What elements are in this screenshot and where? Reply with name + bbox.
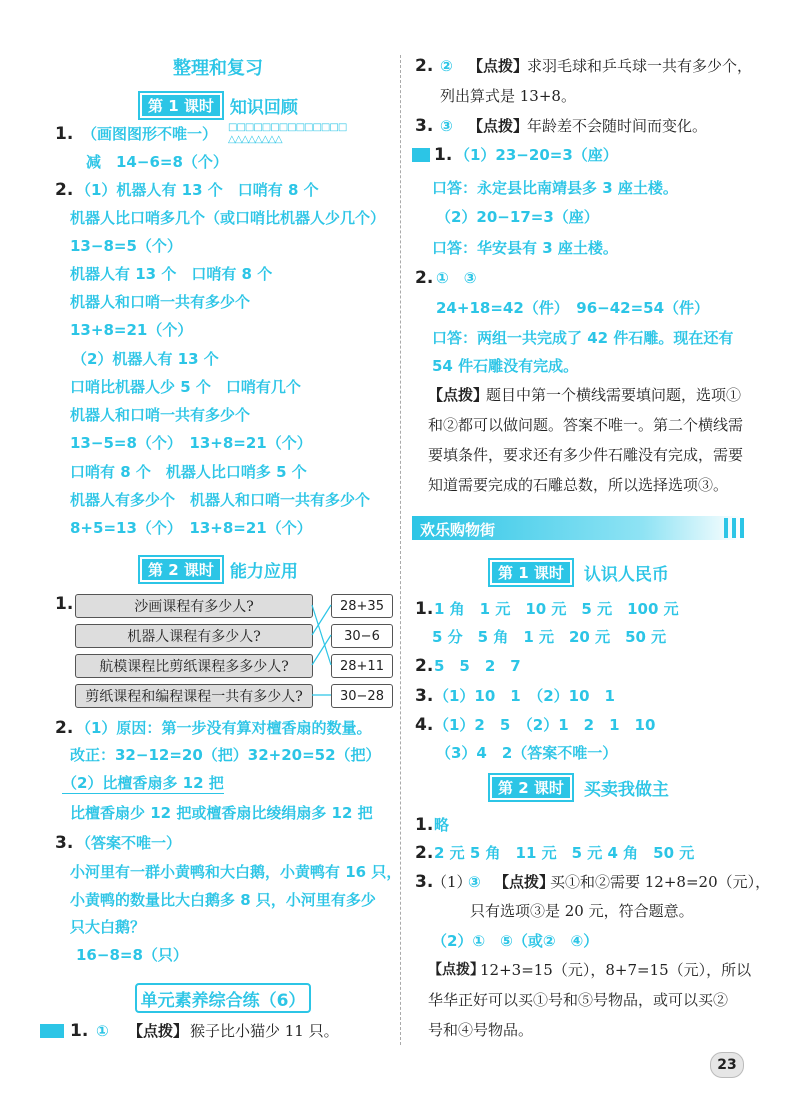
hint-text: 只有选项③是 20 元，符合题意。	[470, 902, 694, 920]
question-number: 3.	[415, 116, 434, 136]
answer-line: 减 14−6=8（个）	[86, 153, 228, 171]
choice: ①	[96, 1022, 109, 1040]
lesson-tag: 第 2 课时	[138, 555, 224, 584]
hint-text: 题目中第一个横线需要填问题，选项①	[486, 386, 742, 404]
hint-text: 列出算式是 13+8。	[440, 87, 576, 105]
unit-practice-heading: 单元素养综合练（6）	[135, 983, 311, 1013]
banner-stripe	[732, 518, 736, 538]
answer-line: （1）原因：第一步没有算对檀香扇的数量。	[76, 719, 372, 737]
answer-line: （2）① ⑤（或② ④）	[432, 932, 599, 950]
match-lines	[0, 0, 400, 720]
answer-line: 机器人和口哨一共有多少个	[70, 406, 251, 424]
question-number: 1.	[55, 124, 74, 144]
banner-stripe	[724, 518, 728, 538]
match-answer: 30−28	[331, 684, 393, 708]
answer-line: （2）20−17=3（座）	[436, 208, 599, 226]
hint-text: 求羽毛球和乒乓球一共有多少个，	[527, 57, 753, 75]
answer-line: （1）2 5 （2）1 2 1 10	[434, 716, 656, 734]
hint-text: 知道需要完成的石雕总数，所以选择选项③。	[428, 476, 729, 494]
question-number: 2.	[415, 843, 434, 863]
part-prefix: （1）	[432, 873, 472, 891]
choice: ① ③	[436, 269, 477, 287]
match-question: 沙画课程有多少人?	[75, 594, 313, 618]
answer-line: （1）机器人有 13 个 口哨有 8 个	[76, 181, 319, 199]
lesson-tag: 第 1 课时	[488, 558, 574, 587]
answer-line: 机器人比口哨多几个（或口哨比机器人少几个）	[70, 209, 386, 227]
answer-line: 13+8=21（个）	[70, 321, 193, 339]
answer-line: 5 5 2 7	[434, 657, 521, 675]
hint-label: 【点拨】	[494, 873, 555, 891]
answer-line: 13−8=5（个）	[70, 237, 182, 255]
answer-line: （1）23−20=3（座）	[455, 146, 618, 164]
hint-text: 买①和②需要 12+8=20（元），	[550, 873, 771, 891]
question-number: 1.	[55, 594, 74, 614]
answer-line: 1 角 1 元 10 元 5 元 100 元	[434, 600, 679, 618]
choice: ③	[468, 873, 481, 891]
answer-line: 口哨有 8 个 机器人比口哨多 5 个	[70, 463, 307, 481]
square-shapes: □□□□□□□□□□□□□□	[228, 122, 347, 133]
answer-note: （答案不唯一）	[76, 834, 182, 852]
question-number: 1.	[434, 145, 453, 165]
triangle-shapes: △△△△△△△△	[228, 134, 282, 145]
column-divider	[400, 55, 401, 1045]
question-number: 3.	[415, 686, 434, 706]
question-number: 2.	[415, 656, 434, 676]
answer-line: 机器人有多少个 机器人和口哨一共有多少个	[70, 491, 371, 509]
page-number: 23	[710, 1052, 744, 1078]
match-answer: 30−6	[331, 624, 393, 648]
answer-line: 小黄鸭的数量比大白鹅多 8 只，小河里有多少	[70, 891, 376, 909]
banner-stripe	[740, 518, 744, 538]
answer-note: （画图图形不唯一）	[82, 125, 218, 143]
answer-line: 口哨比机器人少 5 个 口哨有几个	[70, 378, 301, 396]
lesson-heading-3	[488, 559, 669, 585]
section-title: 整理和复习	[173, 58, 263, 79]
answer-line: （2）机器人有 13 个	[72, 350, 219, 368]
unit-banner	[412, 516, 742, 540]
question-number: 1.	[415, 599, 434, 619]
answer-line: 口答：华安县有 3 座土楼。	[432, 239, 618, 257]
lesson-heading-4	[488, 774, 669, 800]
hint-text: 猴子比小猫少 11 只。	[190, 1022, 339, 1040]
answer-line: 5 分 5 角 1 元 20 元 50 元	[432, 628, 667, 646]
hint-label: 【点拨】	[428, 386, 489, 404]
question-number: 3.	[415, 872, 434, 892]
match-question: 航模课程比剪纸课程多多少人?	[75, 654, 313, 678]
answer-line: 改正：32−12=20（把）32+20=52（把）	[70, 746, 381, 764]
hint-text: 12+3=15（元），8+7=15（元），所以	[480, 961, 752, 979]
answer-line: （2）比檀香扇多 12 把	[62, 774, 224, 792]
lesson-tag: 第 1 课时	[138, 91, 224, 120]
hint-label: 【点拨】	[468, 117, 529, 135]
answer-line: 口答：两组一共完成了 42 件石雕。现在还有	[432, 329, 734, 347]
choice: ②	[440, 57, 453, 75]
answer-line: （1）10 1 （2）10 1	[434, 687, 615, 705]
match-question: 剪纸课程和编程课程一共有多少人?	[75, 684, 313, 708]
answer-line: 24+18=42（件） 96−42=54（件）	[436, 299, 710, 317]
answer-line: （3）4 2（答案不唯一）	[436, 744, 618, 762]
hint-text: 和②都可以做问题。答案不唯一。第二个横线需	[428, 416, 744, 434]
match-answer: 28+35	[331, 594, 393, 618]
question-number: 2.	[55, 718, 74, 738]
unit-banner-title: 欢乐购物街	[420, 521, 496, 539]
answer-line: 小河里有一群小黄鸭和大白鹅，小黄鸭有 16 只，	[70, 863, 402, 881]
answer-line: 54 件石雕没有完成。	[432, 357, 579, 375]
lesson-title: 认识人民币	[583, 564, 669, 585]
lesson-title: 买卖我做主	[583, 779, 669, 800]
hint-text: 要填条件，要求还有多少件石雕没有完成，需要	[428, 446, 744, 464]
question-number: 3.	[55, 833, 74, 853]
hint-label: 【点拨】	[428, 962, 484, 978]
match-answer: 28+11	[331, 654, 393, 678]
answer-line: 口答：永定县比南靖县多 3 座土楼。	[432, 179, 678, 197]
hint-text: 号和④号物品。	[428, 1021, 534, 1039]
hint-text: 华华正好可以买①号和⑤号物品，或可以买②	[428, 991, 729, 1009]
section-one-badge	[40, 1024, 64, 1038]
answer-line: 比檀香扇少 12 把或檀香扇比绫绢扇多 12 把	[70, 804, 373, 822]
answer-line: 机器人和口哨一共有多少个	[70, 293, 251, 311]
hint-label: 【点拨】	[468, 57, 529, 75]
section-two-badge	[412, 148, 430, 162]
answer-line: 8+5=13（个） 13+8=21（个）	[70, 519, 312, 537]
lesson-tag: 第 2 课时	[488, 773, 574, 802]
answer-line: 2 元 5 角 11 元 5 元 4 角 50 元	[434, 844, 695, 862]
question-number: 4.	[415, 715, 434, 735]
question-number: 2.	[415, 56, 434, 76]
hint-label: 【点拨】	[128, 1022, 189, 1040]
question-number: 2.	[415, 268, 434, 288]
choice: ③	[440, 117, 453, 135]
answer-line: 13−5=8（个） 13+8=21（个）	[70, 434, 312, 452]
match-question: 机器人课程有多少人?	[75, 624, 313, 648]
lesson-title: 知识回顾	[229, 97, 298, 118]
question-number: 1.	[70, 1021, 89, 1041]
hint-text: 年龄差不会随时间而变化。	[527, 117, 708, 135]
question-number: 1.	[415, 815, 434, 835]
answer-line: 略	[434, 816, 450, 834]
lesson-title: 能力应用	[229, 561, 298, 582]
answer-line: 只大白鹅？	[70, 918, 146, 936]
answer-line: 16−8=8（只）	[76, 946, 188, 964]
question-number: 2.	[55, 180, 74, 200]
answer-line: 机器人有 13 个 口哨有 8 个	[70, 265, 273, 283]
